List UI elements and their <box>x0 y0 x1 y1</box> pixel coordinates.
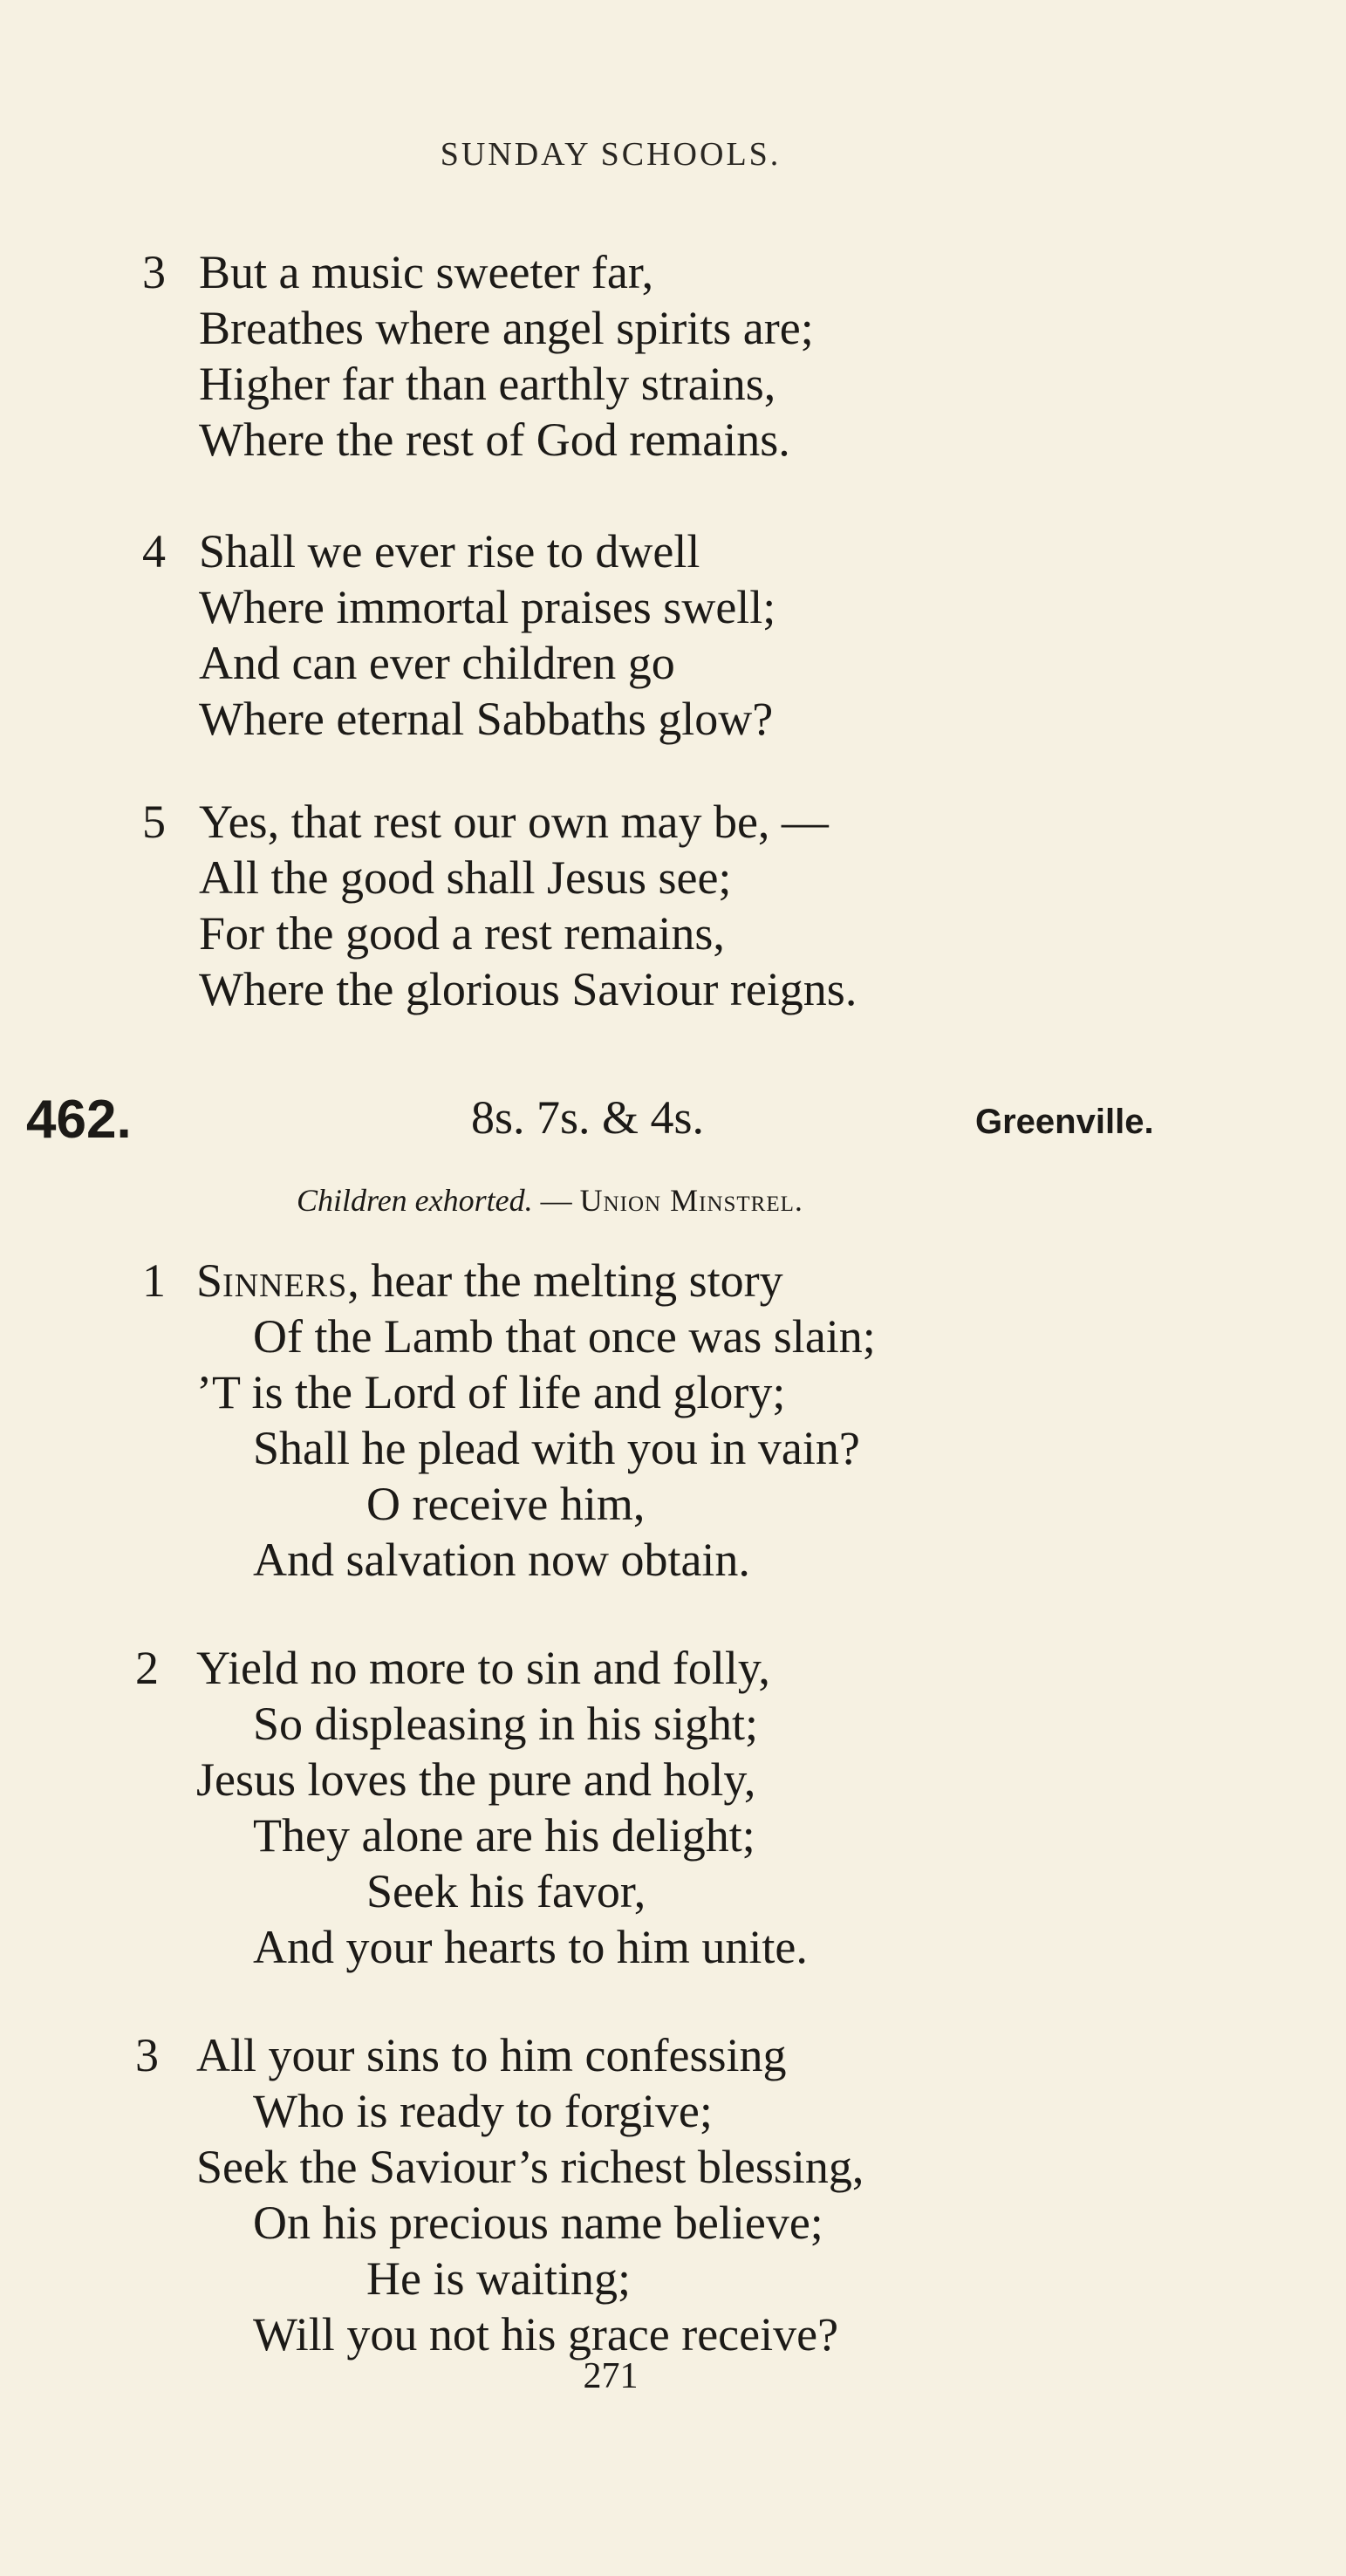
verse-line: Shall he plead with you in vain? <box>253 1422 860 1474</box>
verse-line: All the good shall Jesus see; <box>199 851 732 904</box>
hymn-number: 462. <box>26 1090 132 1150</box>
running-head: SUNDAY SCHOOLS. <box>440 136 782 173</box>
stanza-number: 2 <box>135 1642 159 1694</box>
verse-line: Shall we ever rise to dwell <box>199 525 700 577</box>
verse-line: Breathes where angel spirits are; <box>199 302 814 354</box>
verse-line: On his precious name believe; <box>253 2197 823 2249</box>
hymn-subtitle <box>297 1182 803 1219</box>
verse-line: And salvation now obtain. <box>253 1534 750 1586</box>
stanza-number: 4 <box>142 525 166 577</box>
verse-line: But a music sweeter far, <box>199 246 654 298</box>
verse-line: Sinners, hear the melting story <box>196 1254 783 1307</box>
verse-line: And your hearts to him unite. <box>253 1921 808 1973</box>
subtitle-dash: — <box>532 1183 580 1218</box>
verse-line: Will you not his grace receive? <box>253 2308 839 2361</box>
verse-line: Seek his favor, <box>366 1865 646 1917</box>
verse-line: So displeasing in his sight; <box>253 1698 759 1750</box>
verse-line: Jesus loves the pure and holy, <box>196 1753 756 1806</box>
hymn-source: Union Minstrel. <box>579 1183 803 1218</box>
verse-line: Where the glorious Saviour reigns. <box>199 963 857 1015</box>
verse-line: Higher far than earthly strains, <box>199 358 776 410</box>
verse-line: Where the rest of God remains. <box>199 413 790 466</box>
hymn-meter: 8s. 7s. & 4s. <box>471 1091 705 1144</box>
verse-line: They alone are his delight; <box>253 1809 755 1862</box>
verse-line: Where eternal Sabbaths glow? <box>199 693 774 745</box>
drop-cap-word: Sinners <box>196 1254 348 1307</box>
tune-name: Greenville. <box>975 1103 1154 1141</box>
verse-line: Where immortal praises swell; <box>199 581 776 633</box>
verse-line: For the good a rest remains, <box>199 907 725 960</box>
verse-line: He is waiting; <box>366 2252 631 2305</box>
verse-line: Yes, that rest our own may be, — <box>199 796 829 848</box>
verse-line: Yield no more to sin and folly, <box>196 1642 770 1694</box>
verse-line: Seek the Saviour’s richest blessing, <box>196 2141 864 2193</box>
stanza-number: 3 <box>142 246 166 298</box>
verse-line: ’T is the Lord of life and glory; <box>196 1366 786 1418</box>
verse-line: Of the Lamb that once was slain; <box>253 1310 876 1363</box>
hymn-subject: Children exhorted. <box>297 1183 533 1218</box>
verse-line: All your sins to him confessing <box>196 2029 787 2081</box>
verse-line: O receive him, <box>366 1478 646 1530</box>
stanza-number: 3 <box>135 2029 159 2081</box>
stanza-number: 5 <box>142 796 166 848</box>
verse-line: And can ever children go <box>199 637 675 689</box>
stanza-number: 1 <box>142 1254 166 1307</box>
verse-line: Who is ready to forgive; <box>253 2085 713 2137</box>
page-number: 271 <box>583 2356 639 2396</box>
